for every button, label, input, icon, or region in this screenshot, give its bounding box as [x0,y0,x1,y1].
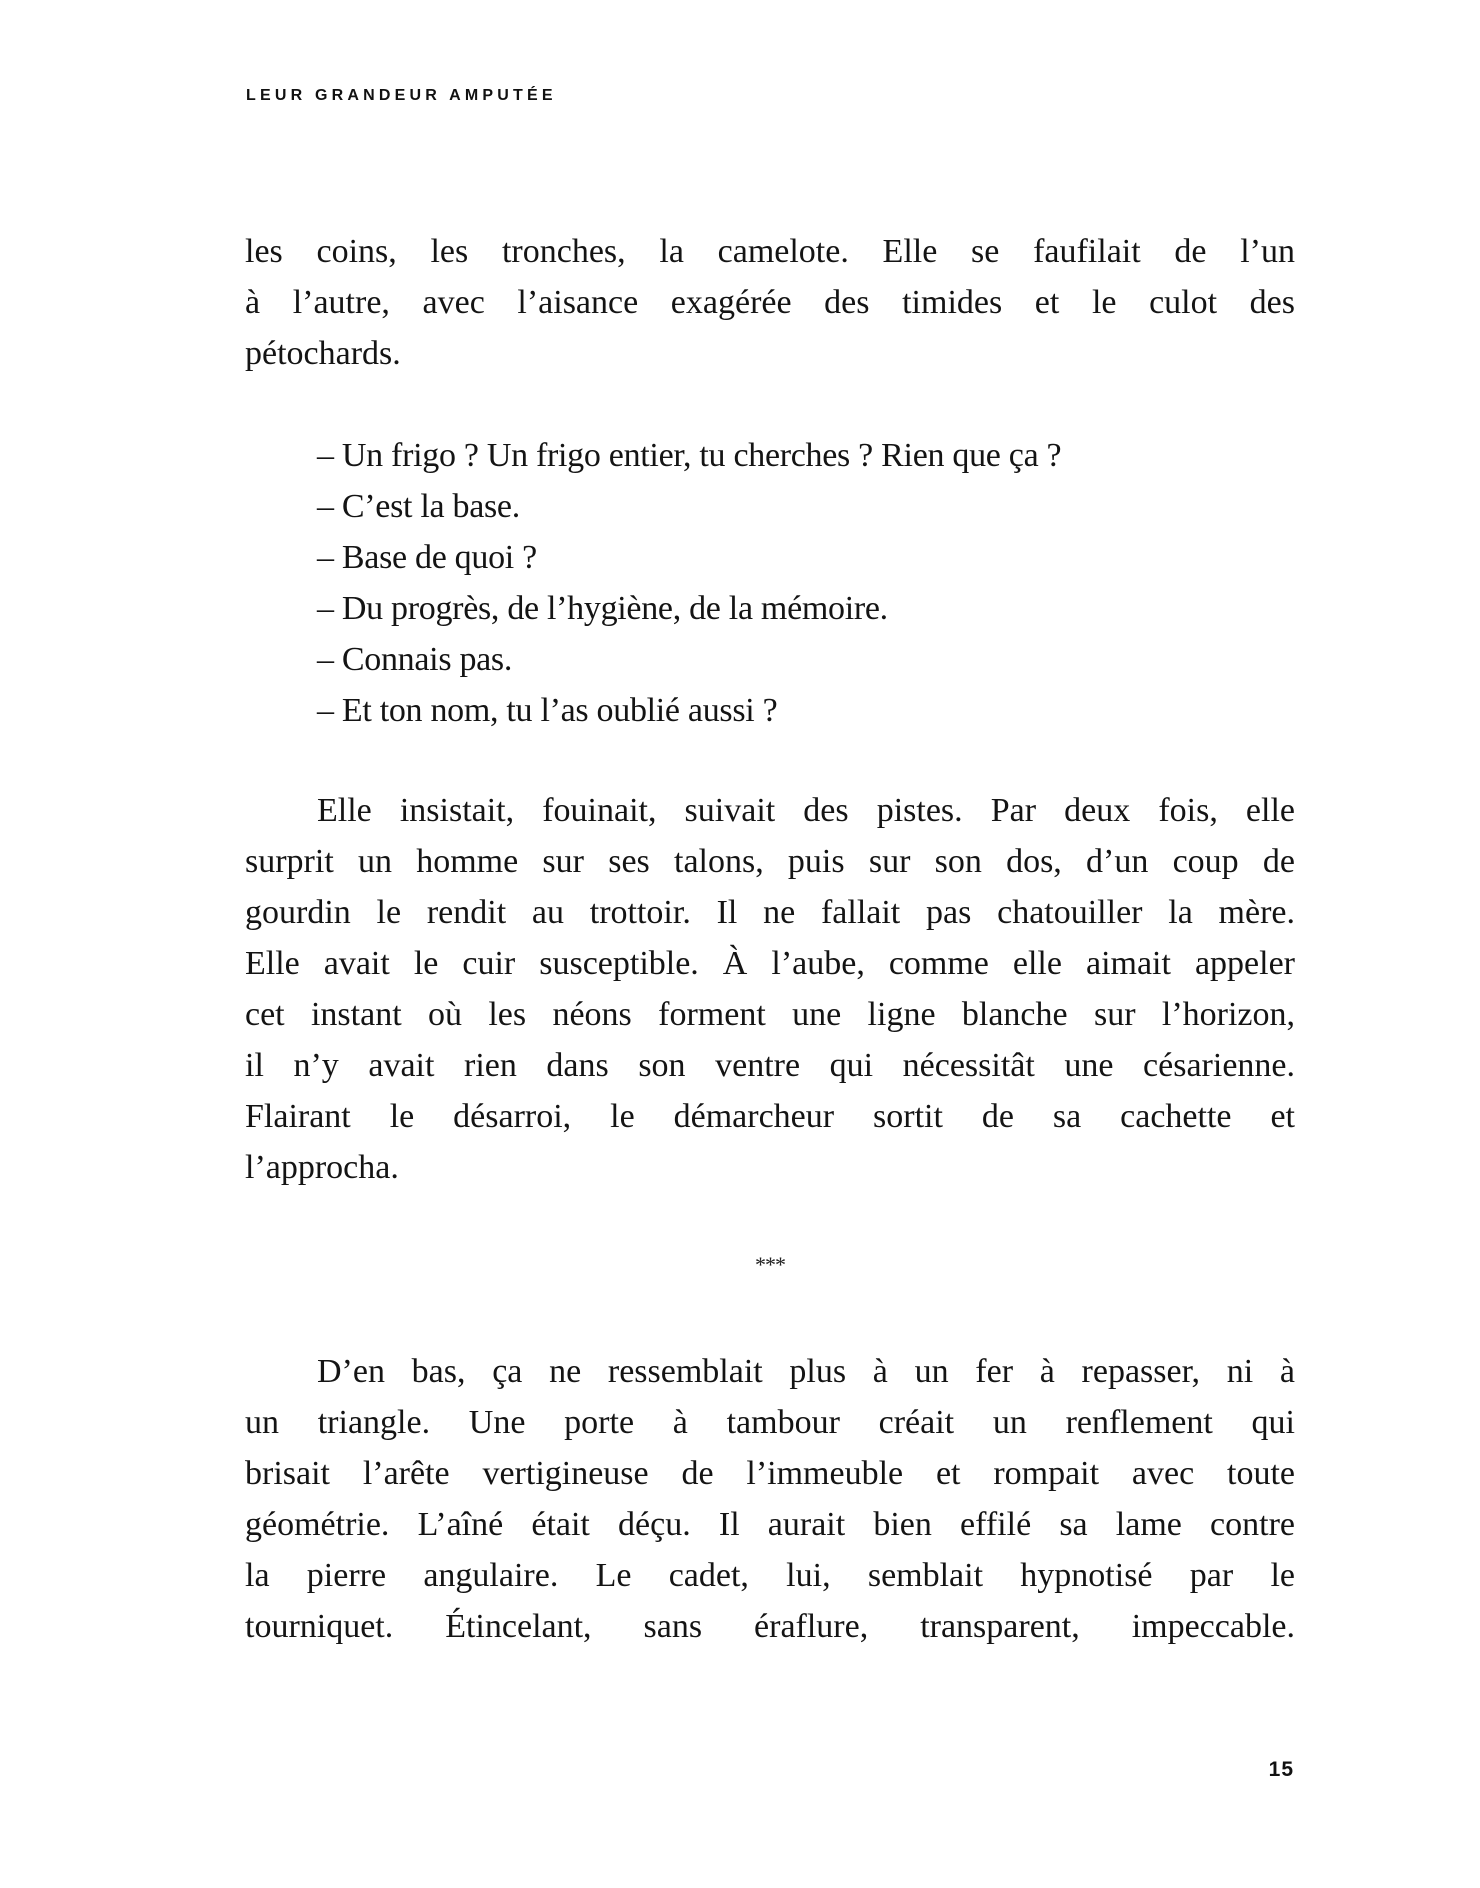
text-line: cet instant où les néons forment une ligne blanche sur l’horizon, [245,996,1295,1033]
paragraph-3 [245,1346,1295,1652]
dialogue-line: – Du progrès, de l’hygiène, de la mémoire. [317,590,888,627]
text-line: géométrie. L’aîné était déçu. Il aurait bien effilé sa lame contre [245,1506,1295,1543]
paragraph-1 [245,226,1295,379]
text-line: tourniquet. Étincelant, sans éraflure, transparent, impeccable. [245,1608,1295,1645]
text-line: Elle insistait, fouinait, suivait des pistes. Par deux fois, elle [317,792,1295,829]
dialogue-line: – Et ton nom, tu l’as oublié aussi ? [317,692,778,729]
dialogue-line: – Un frigo ? Un frigo entier, tu cherches ? Rien que ça ? [317,437,1062,474]
text-line: la pierre angulaire. Le cadet, lui, semblait hypnotisé par le [245,1557,1295,1594]
section-break: *** [755,1252,785,1277]
dialogue-line: – Connais pas. [317,641,513,678]
page-number: 15 [1268,1758,1294,1781]
text-line: à l’autre, avec l’aisance exagérée des timides et le culot des [245,284,1295,321]
text-line: gourdin le rendit au trottoir. Il ne fallait pas chatouiller la mère. [245,894,1295,931]
text-line: Flairant le désarroi, le démarcheur sortit de sa cachette et [245,1098,1295,1135]
text-line: surprit un homme sur ses talons, puis sur son dos, d’un coup de [245,843,1295,880]
text-line: Elle avait le cuir susceptible. À l’aube, comme elle aimait appeler [245,945,1295,982]
text-line: un triangle. Une porte à tambour créait un renflement qui [245,1404,1295,1441]
running-head: LEUR GRANDEUR AMPUTÉE [246,87,557,104]
dialogue-line: – C’est la base. [317,488,520,525]
text-line: l’approcha. [245,1149,399,1186]
text-line: brisait l’arête vertigineuse de l’immeuble et rompait avec toute [245,1455,1295,1492]
text-line: les coins, les tronches, la camelote. Elle se faufilait de l’un [245,233,1295,270]
dialogue-block [317,430,1297,736]
text-line: D’en bas, ça ne ressemblait plus à un fer à repasser, ni à [317,1353,1295,1390]
dialogue-line: – Base de quoi ? [317,539,537,576]
text-line: il n’y avait rien dans son ventre qui nécessitât une césarienne. [245,1047,1295,1084]
paragraph-2 [245,785,1295,1193]
text-line: pétochards. [245,335,401,372]
